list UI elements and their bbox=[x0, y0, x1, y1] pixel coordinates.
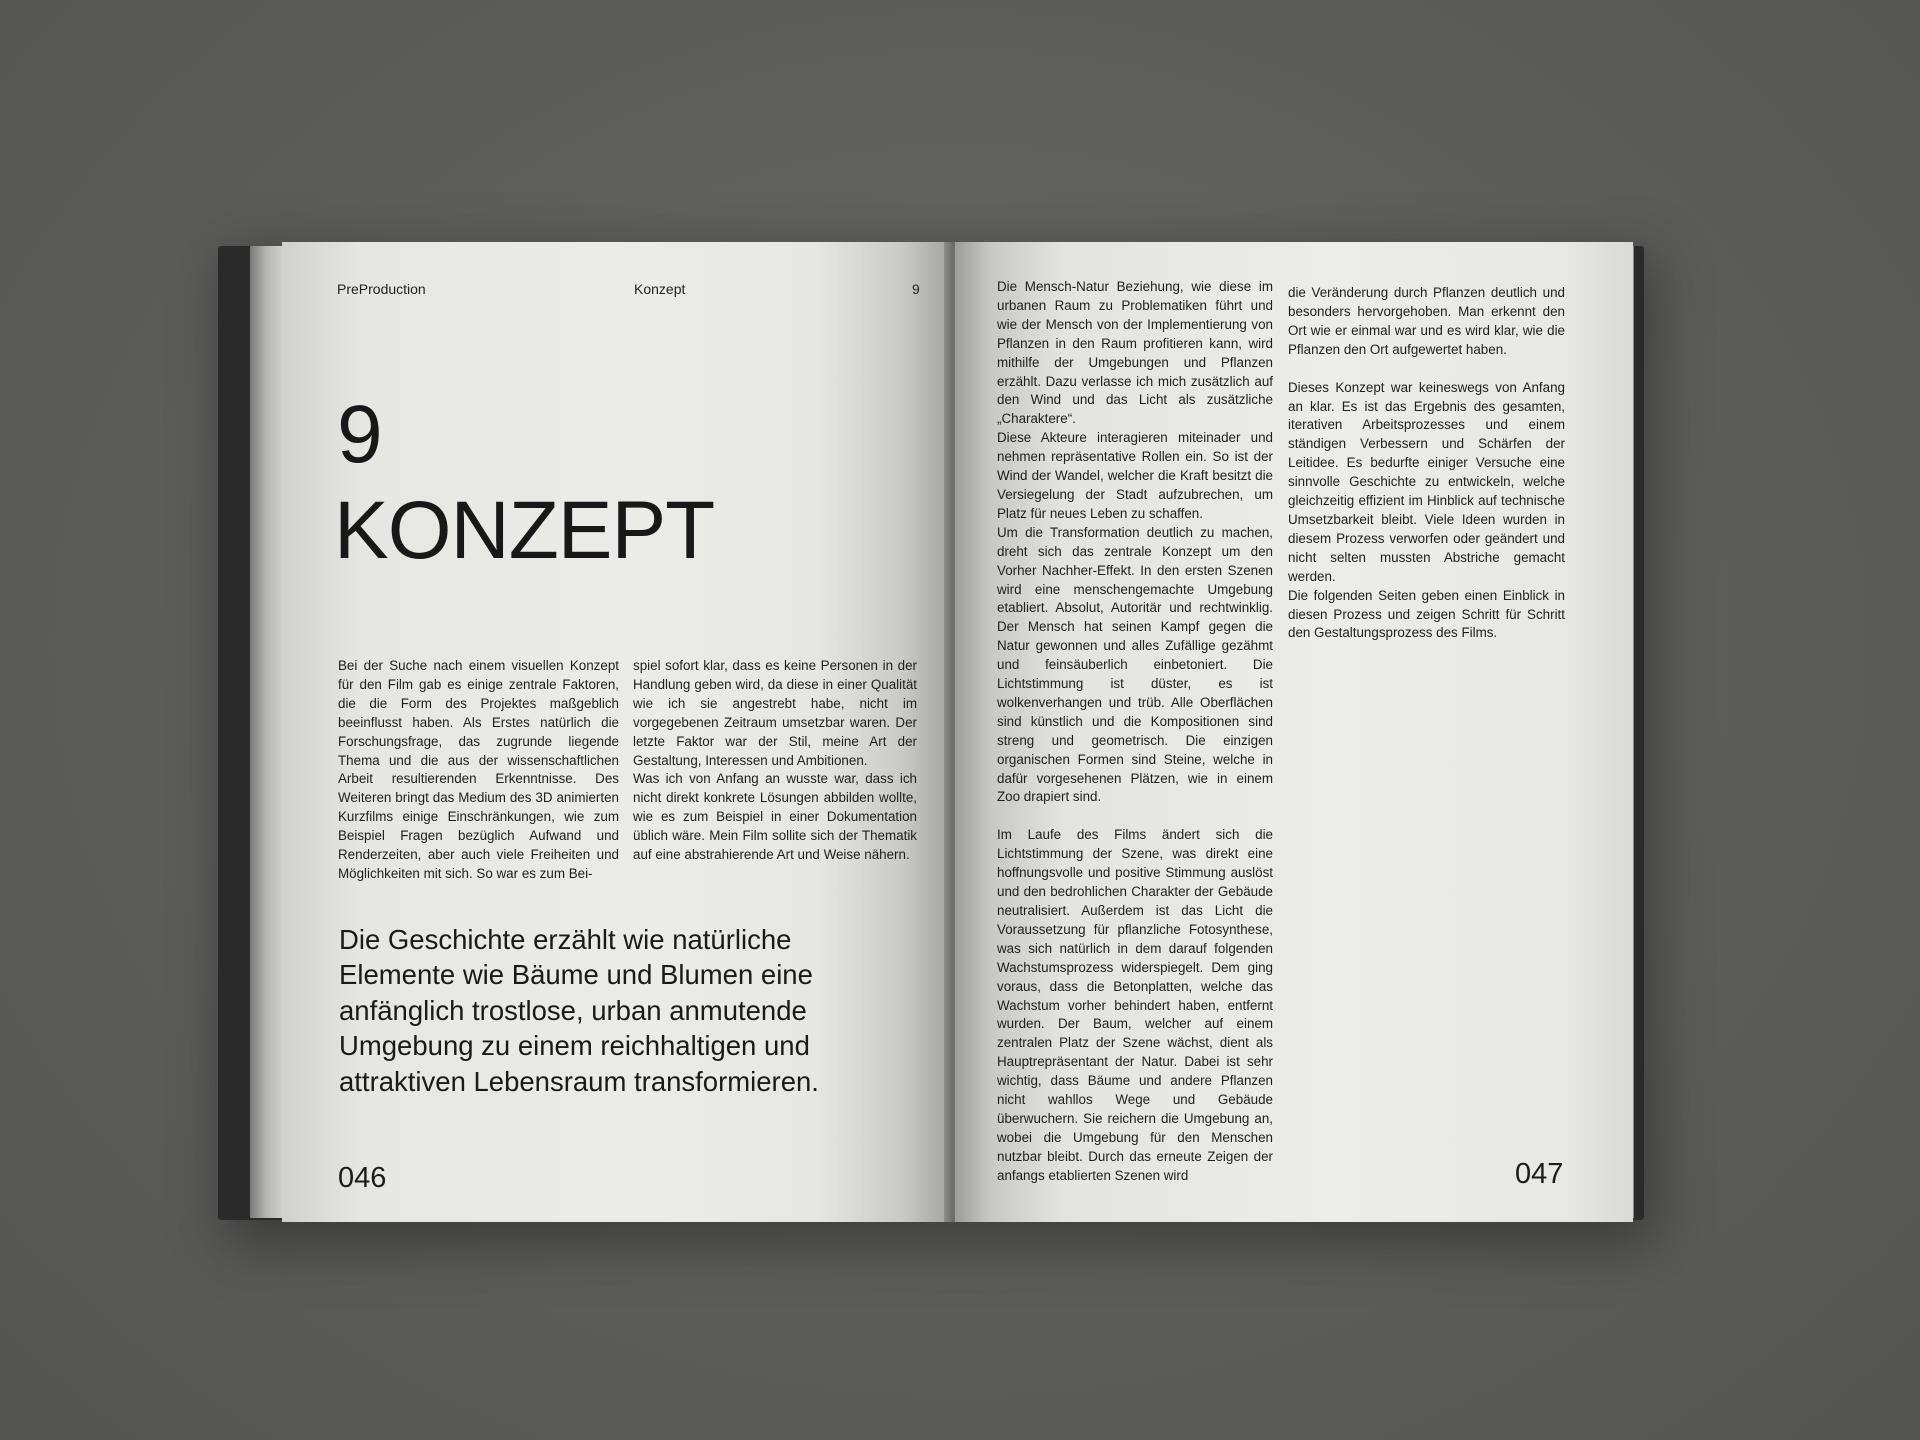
left-page bbox=[282, 242, 950, 1222]
paragraph: spiel sofort klar, dass es keine Personen in der Handlung geben wird, da diese in einer Qualität wie ich sie angestrebt habe, nicht im vorgegebenen Zeitraum umsetzbar waren. Der letzte Faktor war der Stil, meine Art der Gestaltung, Interessen und Ambitionen. bbox=[633, 658, 917, 768]
chapter-title: KONZEPT bbox=[334, 485, 715, 576]
paragraph: Dieses Konzept war keineswegs von Anfang an klar. Es ist das Ergebnis des gesamten, iterativen Arbeitsprozesses und einem ständigen Verbessern und Schärfen der Leitidee. Es bedurfte einiger Versuche eine sinnvolle Geschichte zu entwickeln, welche gleichzeitig effizient im Hinblick auf technische Umsetzbarkeit bleibt. Viele Ideen wurden in diesem Prozess verworfen oder geändert und nicht selten mussten Abstriche gemacht werden. bbox=[1288, 379, 1565, 584]
page-number-right: 047 bbox=[1515, 1158, 1564, 1190]
paragraph: Diese Akteure interagieren miteinader und nehmen repräsentative Rollen ein. So ist der Wind der Wandel, welcher die Kraft besitzt die Versiegelung der Stadt aufzubrechen, um Platz für neues Leben zu schaffen. bbox=[997, 430, 1273, 521]
running-header-topic: Konzept bbox=[634, 281, 686, 297]
paragraph: Die Mensch-Natur Beziehung, wie diese im urbanen Raum zu Problematiken führt und wie der Mensch von der Implementierung von Pflanzen in den Raum profitieren kann, wird mithilfe der Umgebungen und Pflanzen erzählt. Dazu verlasse ich mich zusätzlich auf den Wind und das Licht als zusätzliche „Charaktere“. bbox=[997, 279, 1273, 427]
paragraph: Im Laufe des Films ändert sich die Lichtstimmung der Szene, was direkt eine hoffnungsvolle und positive Stimmung auslöst und den bedrohlichen Charakter der Gebäude neutralisiert. Außerdem ist das Licht die Voraussetzung für pflanzliche Fotosynthese, was sich natürlich in dem darauf folgenden Wachstumsprozess widerspiegelt. Dem ging voraus, dass die Betonplatten, welche das Wachstum vorher behindert haben, entfernt wurden. Der Baum, welcher auf einem zentralen Platz der Szene wächst, dient als Hauptrepräsentant der Natur. Dabei ist sehr wichtig, dass Bäume und andere Pflanzen nicht wahllos Wege und Gebäude überwuchern. Sie reichern die Umgebung an, wobei die Umgebung für den Menschen nutzbar bleibt. Durch das erneute Zeigen der anfangs etablierten Szenen wird bbox=[997, 827, 1273, 1183]
running-header-chapter: 9 bbox=[912, 281, 920, 297]
paragraph: Bei der Suche nach einem visuellen Konzept für den Film gab es einige zentrale Faktoren, die die Form des Projektes maßgeblich beeinflusst haben. Als Erstes natürlich die Forschungsfrage, das zugrunde liegende Thema und die aus der wissenschaftlichen Arbeit resultierenden Erkenntnisse. Des Weiteren bringt das Medium des 3D animierten Kurzfilms einige Einschränkungen, wie zum Beispiel Fragen bezüglich Aufwand und Renderzeiten, aber auch viele Freiheiten und Möglichkeiten mit sich. So war es zum Bei- bbox=[338, 658, 619, 881]
paragraph: Was ich von Anfang an wusste war, dass ich nicht direkt konkrete Lösungen abbilden wollte, wie es zum Beispiel in einer Dokumentation üblich wäre. Mein Film sollite sich der Thematik auf eine abstrahierende Art und Weise nähern. bbox=[633, 771, 917, 863]
paragraph: die Veränderung durch Pflanzen deutlich und besonders hervorgehoben. Man erkennt den Ort wie er einmal war und es wird klar, wie die Pflanzen den Ort aufgewertet haben. bbox=[1288, 285, 1565, 357]
left-body-column-2 bbox=[633, 657, 917, 865]
paragraph: Die folgenden Seiten geben einen Einblick in diesen Prozess und zeigen Schritt für Schritt den Gestaltungsprozess des Films. bbox=[1288, 587, 1565, 641]
right-body-column-2 bbox=[1288, 284, 1565, 643]
right-body-column-1 bbox=[997, 278, 1273, 1186]
page-number-left: 046 bbox=[338, 1162, 387, 1194]
left-page-edges bbox=[250, 246, 286, 1218]
paragraph: Um die Transformation deutlich zu machen, dreht sich das zentrale Konzept um den Vorher Nachher-Effekt. In den ersten Szenen wird eine menschengemachte Umgebung etabliert. Absolut, Autoritär und rechtwinklig. Der Mensch hat seinen Kampf gegen die Natur gewonnen und alles Zufällige gezähmt und feinsäuberlich einbetoniert. Die Lichtstimmung ist düster, es ist wolkenverhangen und trüb. Alle Oberflächen sind künstlich und die Kompositionen sind streng und geometrisch. Die einzigen organischen Formen sind Steine, welche in dafür vorgesehenen Plätzen, wie in einem Zoo drapiert sind. bbox=[997, 524, 1273, 805]
running-header-section: PreProduction bbox=[337, 281, 426, 297]
chapter-number: 9 bbox=[337, 389, 383, 480]
pull-quote: Die Geschichte erzählt wie natürliche Elemente wie Bäume und Blumen eine anfänglich trostlose, urban anmutende Umgebung zu einem reichhaltigen und attraktiven Lebensraum transformieren. bbox=[339, 924, 819, 1097]
right-page bbox=[955, 242, 1633, 1222]
left-body-column-1 bbox=[338, 657, 619, 884]
